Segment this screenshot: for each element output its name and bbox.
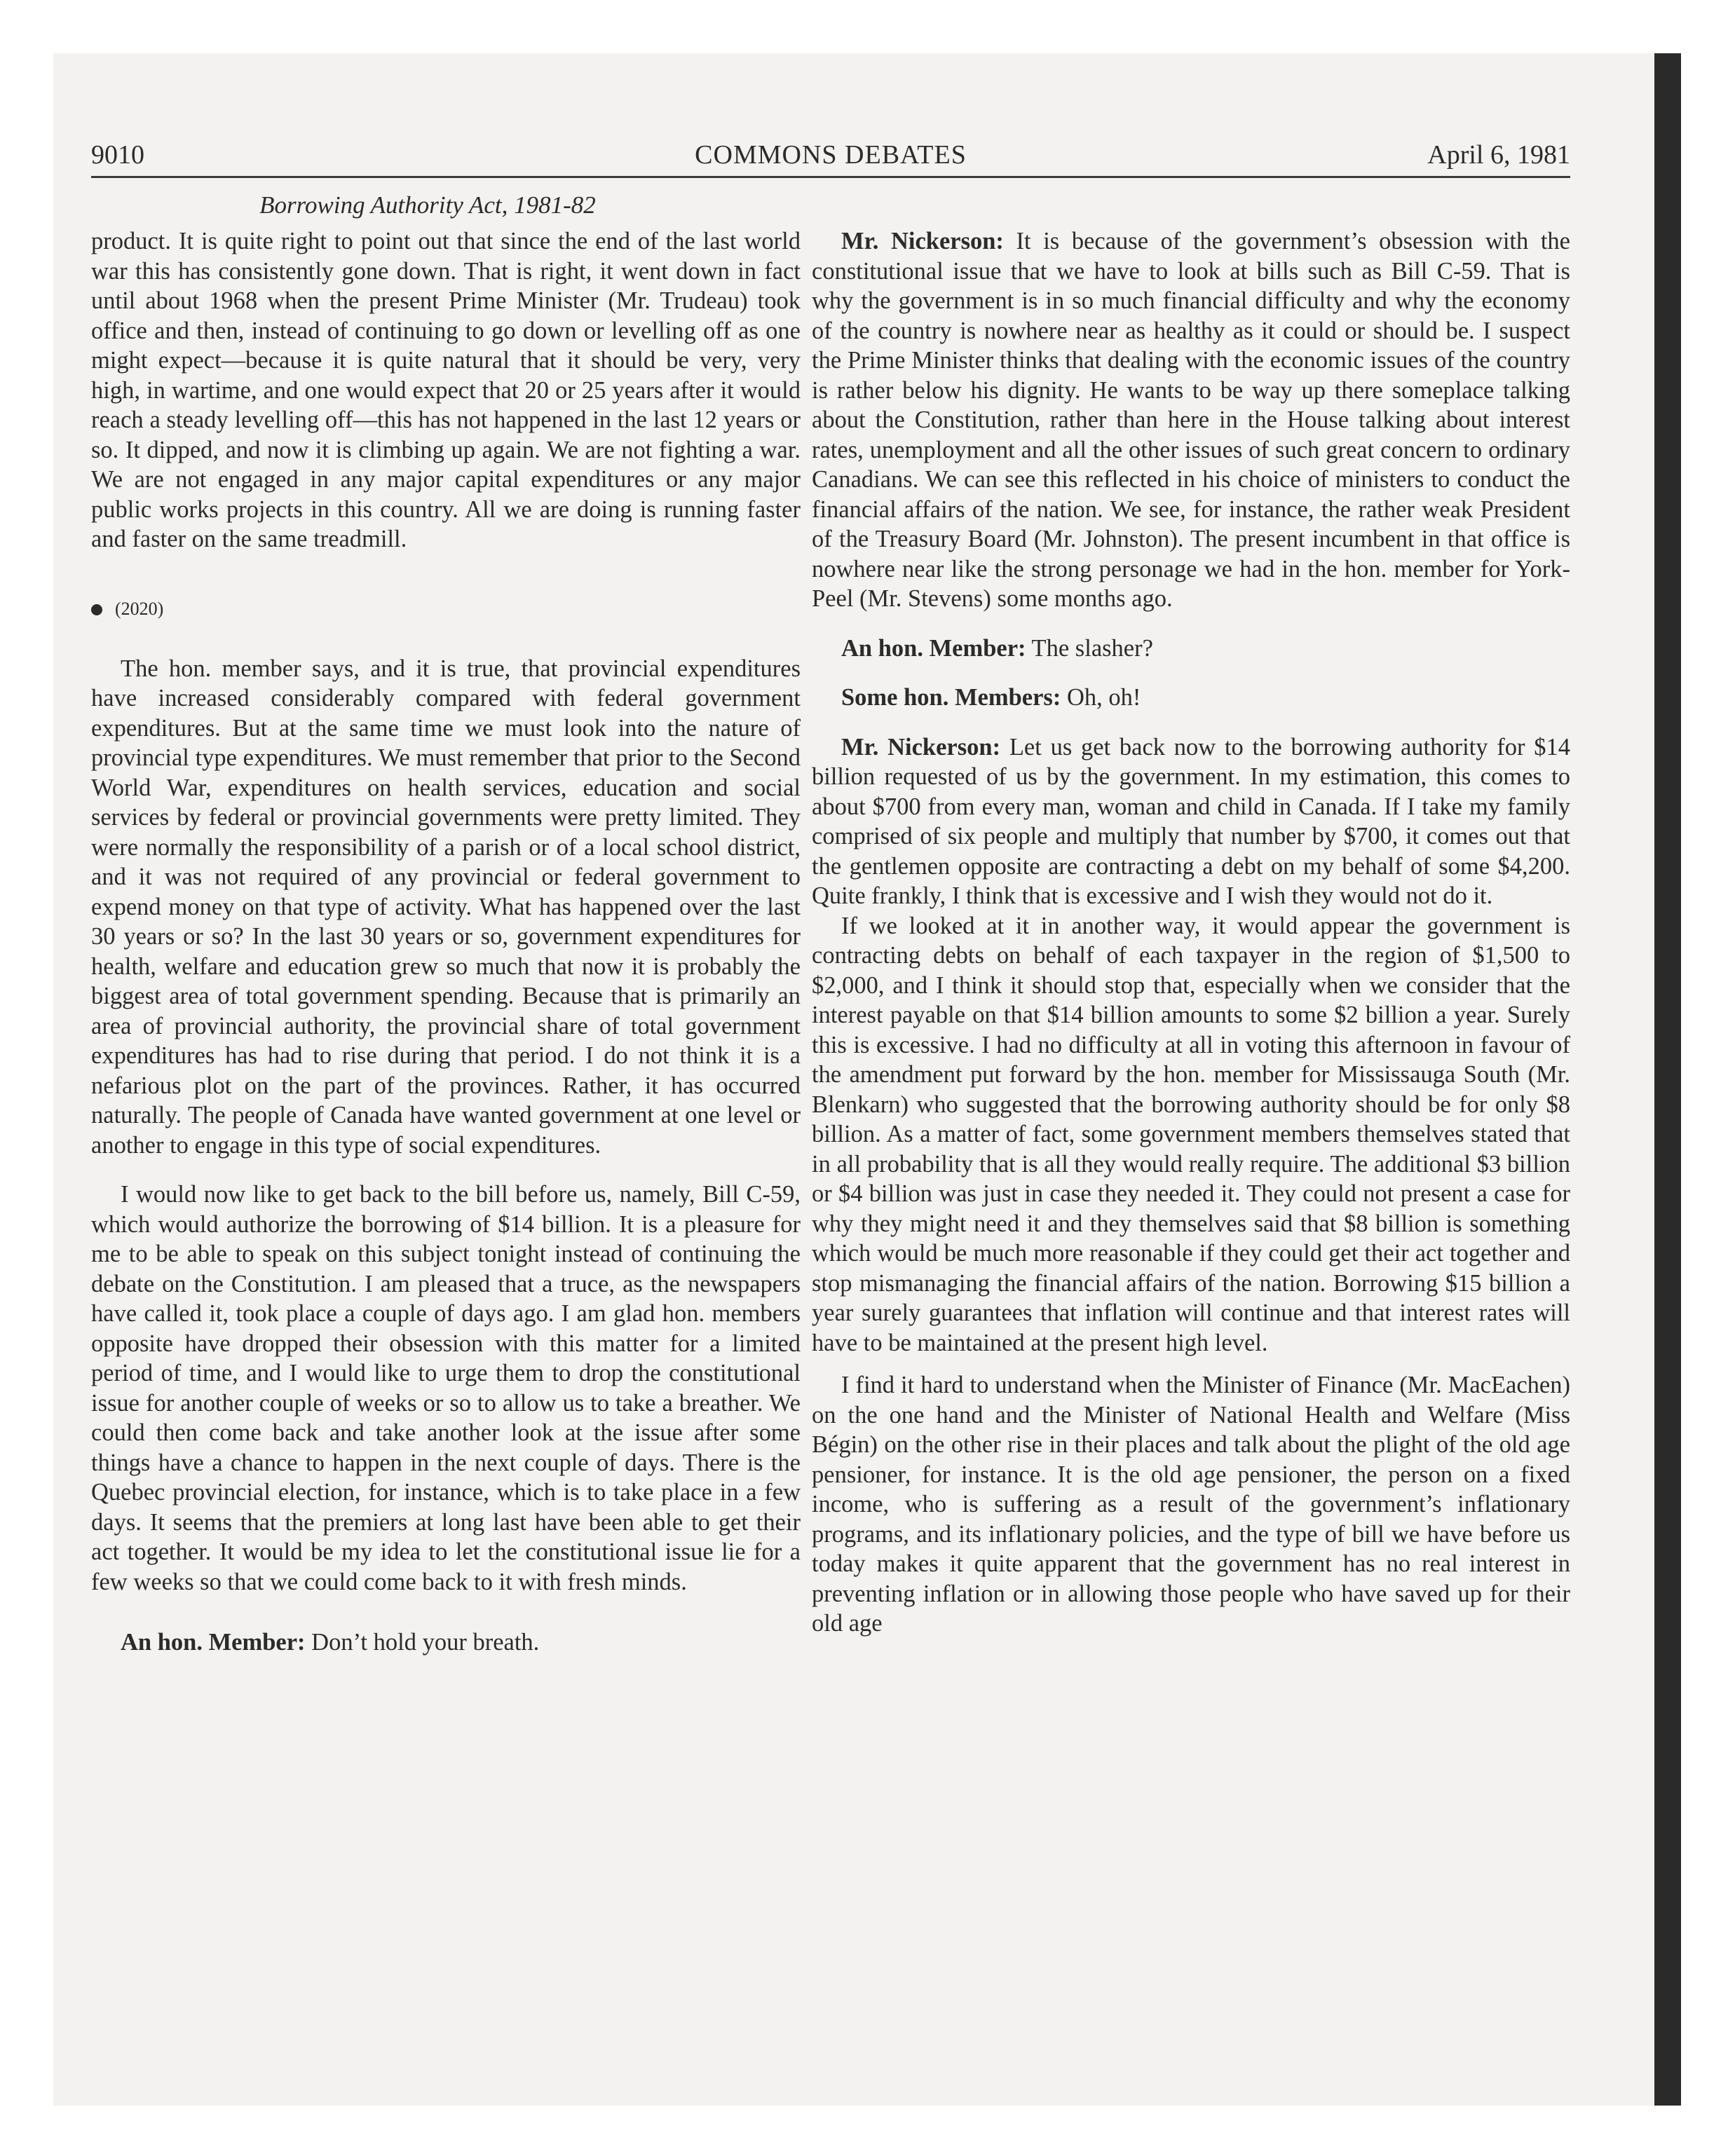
- page-number: 9010: [91, 140, 144, 170]
- time-marker-text: (2020): [115, 598, 164, 619]
- header-rule: [91, 176, 1570, 178]
- scan-edge-band: [1654, 53, 1681, 2106]
- speaker-name: An hon. Member:: [121, 1629, 306, 1656]
- publication-title: COMMONS DEBATES: [695, 140, 967, 170]
- speech-paragraph: [91, 1628, 801, 1658]
- page-header: [91, 137, 1570, 172]
- paragraph: If we looked at it in another way, it would appear the government is contracting debts on behalf of each taxpayer in the region of $1,500 to $2,000, and I think it should stop that, especially when we consider that the interest payable on that $14 billion amounts to some $2 billion a year. Surely this is excessive. I had no difficulty at all in voting this afternoon in favour of the amendment put forward by the hon. member for Mississauga South (Mr. Blenkarn) who suggested that the borrowing authority should be for only $8 billion. As a matter of fact, some government members themselves stated that in all probability that is all they would really require. The additional $3 billion or $4 billion was just in case they needed it. They could not present a case for why they might need it and they themselves said that $8 billion is something which would be much more reasonable if they could get their act together and stop mismanaging the financial affairs of the nation. Borrowing $15 billion a year surely guarantees that inflation will continue and that interest rates will have to be maintained at the present high level.: [812, 912, 1570, 1356]
- right-column: [812, 226, 1570, 1639]
- speech-paragraph: [812, 732, 1570, 911]
- publication-date: April 6, 1981: [1427, 140, 1570, 170]
- speech-text: Let us get back now to the borrowing authority for $14 billion requested of us by the government. In my estimation, this comes to about $700 from every man, woman and child in Canada. If I take my family comprised of six people and multiply that number by $700, it comes out that the gentlemen opposite are contracting a debt on my behalf of some $4,200. Quite frankly, I think that is excessive and I wish they would not do it.: [812, 733, 1571, 909]
- speech-paragraph: [812, 226, 1570, 614]
- speaker-name: Mr. Nickerson:: [841, 733, 1001, 760]
- running-head: Borrowing Authority Act, 1981-82: [259, 191, 596, 219]
- speech-text: Don’t hold your breath.: [311, 1629, 540, 1656]
- paragraph: I find it hard to understand when the Minister of Finance (Mr. MacEachen) on the one hand and the Minister of National Health and Welfare (Miss Bégin) on the other rise in their places and talk about the plight of the old age pensioner, for instance. It is the old age pensioner, the person on a fixed income, who is suffering as a result of the government’s inflationary programs, and its inflationary policies, and the type of bill we have before us today makes it quite apparent that the government has no real interest in preventing inflation or in allowing those people who have saved up for their old age: [812, 1372, 1570, 1637]
- left-column: [91, 226, 801, 1658]
- paragraph: The hon. member says, and it is true, that provincial expenditures have increased considerably compared with federal government expenditures. But at the same time we must look into the nature of provincial type expenditures. We must remember that prior to the Second World War, expenditures on health services, education and social services by federal or provincial governments were pretty limited. They were normally the responsibility of a parish or of a local school district, and it was not required of any provincial or federal government to expend money on that type of activity. What has happened over the last 30 years or so? In the last 30 years or so, government expenditures for health, welfare and education grew so much that now it is probably the biggest area of total government spending. Because that is primarily an area of provincial authority, the provincial share of total government expenditures has had to rise during that period. I do not think it is a nefarious plot on the part of the provinces. Rather, it has occurred naturally. The people of Canada have wanted government at one level or another to engage in this type of social expenditures.: [91, 655, 801, 1159]
- speech-text: Oh, oh!: [1066, 684, 1141, 711]
- time-marker: [91, 595, 801, 623]
- speaker-name: Some hon. Members:: [841, 684, 1061, 711]
- speaker-name: An hon. Member:: [841, 634, 1026, 662]
- bullet-icon: [91, 604, 102, 615]
- speech-paragraph: [812, 683, 1570, 713]
- paragraph: product. It is quite right to point out that since the end of the last world war this has consistently gone down. That is right, it went down in fact until about 1968 when the present Prime Minister (Mr. Trudeau) took office and then, instead of continuing to go down or levelling off as one might expect—because it is quite natural that it should be very, very high, in wartime, and one would expect that 20 or 25 years after it would reach a steady levelling off—this has not happened in the last 12 years or so. It dipped, and now it is climbing up again. We are not fighting a war. We are not engaged in any major capital expenditures or any major public works projects in this country. All we are doing is running faster and faster on the same treadmill.: [91, 228, 801, 552]
- speech-text: It is because of the government’s obsession with the constitutional issue that we have to look at bills such as Bill C-59. That is why the government is in so much financial difficulty and why the economy of the country is nowhere near as healthy as it could or should be. I suspect the Prime Minister thinks that dealing with the economic issues of the country is rather below his dignity. He wants to be way up there someplace talking about the Constitution, rather than here in the House talking about interest rates, unemployment and all the other issues of such great concern to ordinary Canadians. We can see this reflected in his choice of ministers to conduct the financial affairs of the nation. We see, for instance, the rather weak President of the Treasury Board (Mr. Johnston). The present incumbent in that office is nowhere near like the strong personage we had in the hon. member for York-Peel (Mr. Stevens) some months ago.: [812, 228, 1570, 612]
- speech-text: The slasher?: [1031, 634, 1153, 662]
- speech-paragraph: [812, 634, 1570, 664]
- speaker-name: Mr. Nickerson:: [841, 228, 1004, 254]
- paragraph: I would now like to get back to the bill before us, namely, Bill C-59, which would authorize the borrowing of $14 billion. It is a pleasure for me to be able to speak on this subject tonight instead of continuing the debate on the Constitution. I am pleased that a truce, as the newspapers have called it, took place a couple of days ago. I am glad hon. members opposite have dropped their obsession with this matter for a limited period of time, and I would like to urge them to drop the constitutional issue for another couple of weeks or so to allow us to take a breather. We could then come back and take another look at the issue after some things have a chance to happen in the next couple of days. There is the Quebec provincial election, for instance, which is to take place in a few days. It seems that the premiers at long last have been able to get their act together. It would be my idea to let the constitutional issue lie for a few weeks so that we could come back to it with fresh minds.: [91, 1181, 801, 1595]
